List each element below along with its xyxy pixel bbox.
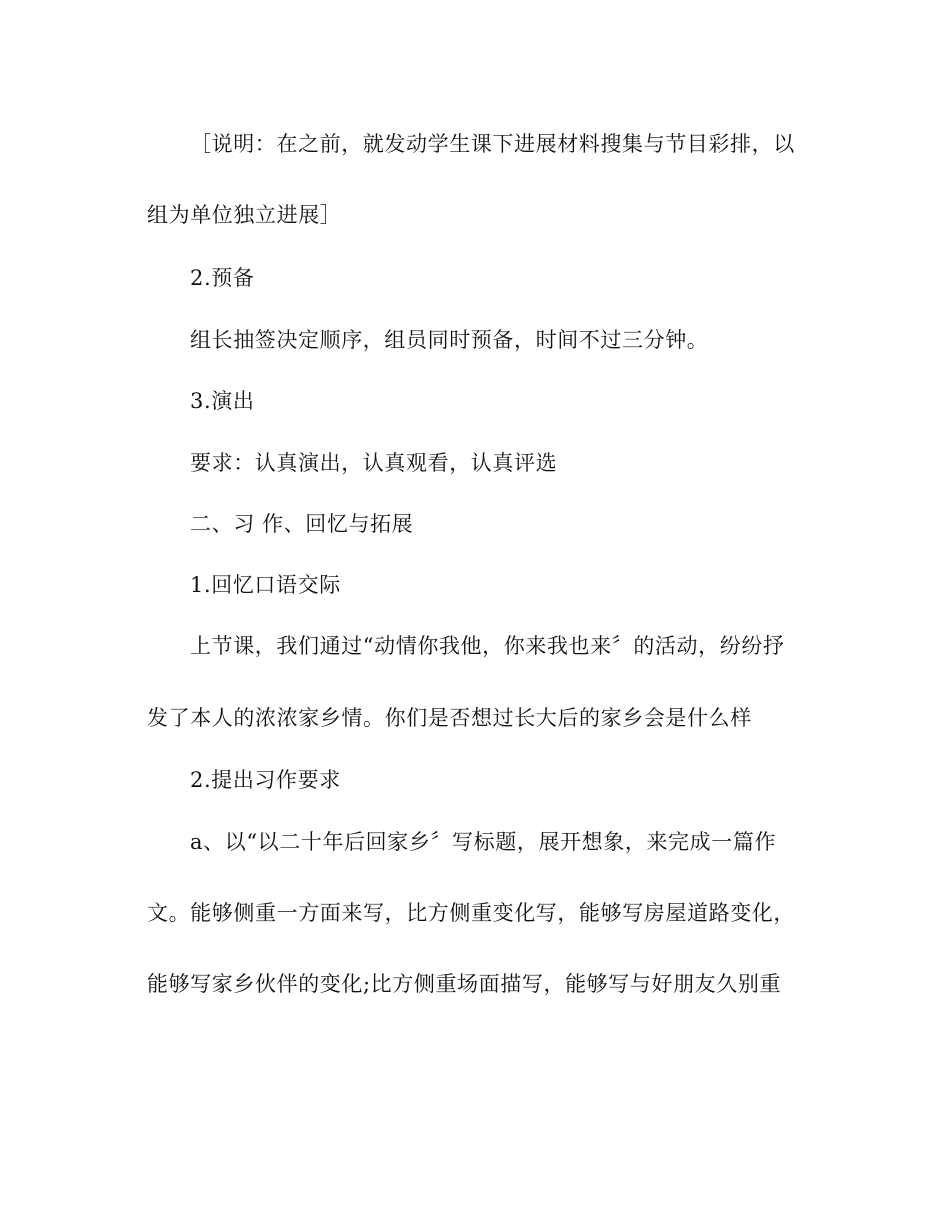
paragraph-line: 组为单位独立进展］ — [147, 203, 342, 227]
section-heading: 二、习 作、回忆与拓展 — [190, 512, 414, 536]
paragraph-line: ［说明：在之前，就发动学生课下进展材料搜集与节目彩排，以 — [190, 132, 795, 156]
paragraph-line: 文。能够侧重一方面来写，比方侧重变化写，能够写房屋道路变化， — [147, 901, 795, 925]
paragraph-line: 发了本人的浓浓家乡情。你们是否想过长大后的家乡会是什么样 — [147, 706, 752, 730]
paragraph-line: 能够写家乡伙伴的变化;比方侧重场面描写，能够写与好朋友久别重 — [147, 972, 782, 996]
section-heading: 2.提出习作要求 — [190, 768, 341, 792]
paragraph-line: a、以“以二十年后回家乡〞写标题，展开想象，来完成一篇作 — [190, 830, 777, 854]
section-heading: 3.演出 — [190, 389, 255, 413]
section-heading: 1.回忆口语交际 — [190, 573, 341, 597]
paragraph-line: 组长抽签决定顺序，组员同时预备，时间不过三分钟。 — [190, 328, 709, 352]
paragraph-line: 上节课，我们通过“动情你我他，你来我也来〞的活动，纷纷抒 — [190, 634, 785, 658]
paragraph-line: 要求：认真演出，认真观看，认真评选 — [190, 451, 558, 475]
section-heading: 2.预备 — [190, 266, 255, 290]
